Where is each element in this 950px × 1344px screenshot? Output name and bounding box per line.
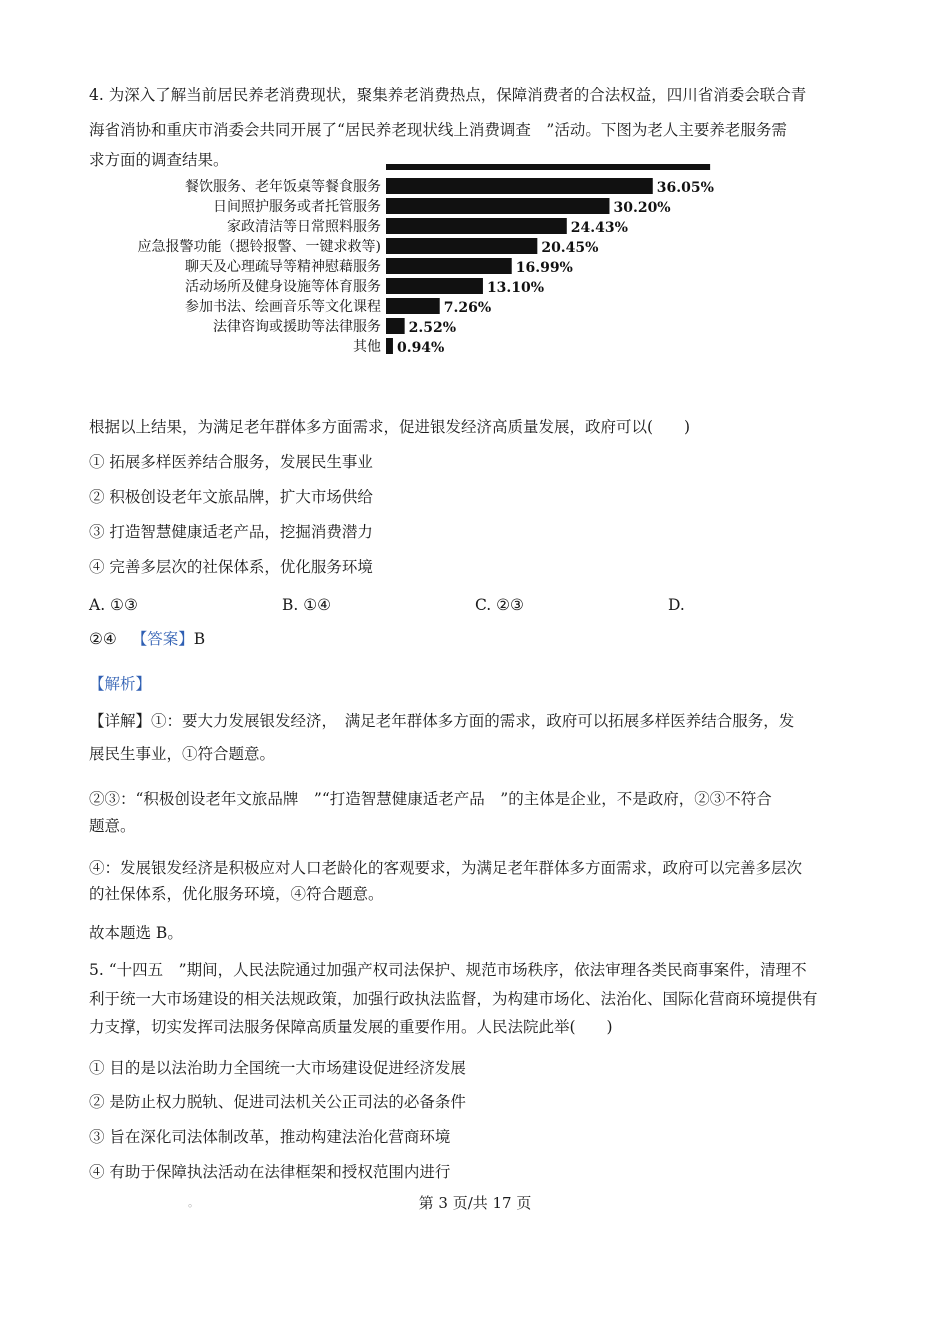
q4-stem-line-1: 4. 为深入了解当前居民养老消费现状，聚集养老消费热点，保障消费者的合法权益，四川省消委会联合青 xyxy=(89,86,807,104)
bar-2 xyxy=(386,218,567,234)
category-label-6: 参加书法、绘画音乐等文化课程 xyxy=(185,299,381,315)
bar-6 xyxy=(386,298,440,314)
analysis-line-6: 的社保体系，优化服务环境，④符合题意。 xyxy=(89,885,384,903)
category-label-0: 餐饮服务、老年饭桌等餐食服务 xyxy=(185,179,381,195)
category-label-1: 日间照护服务或者托管服务 xyxy=(213,199,381,215)
value-label-8: 0.94% xyxy=(396,340,445,356)
bar-7 xyxy=(386,318,405,334)
bar-0 xyxy=(386,178,653,194)
value-label-2: 24.43% xyxy=(570,220,628,236)
category-label-7: 法律咨询或援助等法律服务 xyxy=(213,319,381,335)
q4-statement-1: ① 拓展多样医养结合服务，发展民生事业 xyxy=(89,453,373,471)
q4-option-c: C. ②③ xyxy=(475,596,524,614)
q5-statement-1: ① 目的是以法治助力全国统一大市场建设促进经济发展 xyxy=(89,1059,466,1077)
q4-statement-3: ③ 打造智慧健康适老产品，挖掘消费潜力 xyxy=(89,523,373,541)
analysis-line-3: ②③：“积极创设老年文旅品牌 ”“打造智慧健康适老产品 ”的主体是企业，不是政府，②③不符合 xyxy=(89,790,772,808)
analysis-line-1: 【详解】①：要大力发展银发经济， 满足老年群体多方面的需求，政府可以拓展多样医养结合服务，发 xyxy=(89,712,795,730)
analysis-conclusion: 故本题选 B。 xyxy=(89,924,183,942)
category-label-3: 应急报警功能（摁铃报警、一键求救等) xyxy=(137,239,381,255)
q4-answer-row xyxy=(89,628,205,650)
bar-partial-top xyxy=(386,164,710,170)
q4-option-a: A. ①③ xyxy=(89,596,138,614)
q4-option-d: D. xyxy=(668,596,685,614)
category-label-4: 聊天及心理疏导等精神慰藉服务 xyxy=(185,259,381,275)
category-label-2: 家政清洁等日常照料服务 xyxy=(227,219,381,235)
page-footer xyxy=(0,1192,950,1213)
answer-label: 【答案】 xyxy=(131,630,194,648)
answer-value: B xyxy=(193,630,206,648)
q5-statement-4: ④ 有助于保障执法活动在法律框架和授权范围内进行 xyxy=(89,1163,451,1181)
q5-statement-2: ② 是防止权力脱轨、促进司法机关公正司法的必备条件 xyxy=(89,1093,466,1111)
analysis-label: 【解析】 xyxy=(89,675,152,693)
value-label-6: 7.26% xyxy=(443,300,492,316)
q5-statement-3: ③ 旨在深化司法体制改革，推动构建法治化营商环境 xyxy=(89,1128,451,1146)
category-label-5: 活动场所及健身设施等体育服务 xyxy=(185,279,381,295)
q4-option-d-tail: ②④ xyxy=(89,630,117,648)
page-number: 第 3 页/共 17 页 xyxy=(418,1194,532,1212)
value-label-7: 2.52% xyxy=(408,320,457,336)
bar-8 xyxy=(386,338,393,354)
bar-1 xyxy=(386,198,609,214)
q5-stem-line-2: 利于统一大市场建设的相关法规政策，加强行政执法监督，为构建市场化、法治化、国际化营商环境提供有 xyxy=(89,990,818,1008)
category-label-8: 其他 xyxy=(353,339,381,355)
q4-statement-4: ④ 完善多层次的社保体系，优化服务环境 xyxy=(89,558,373,576)
value-label-3: 20.45% xyxy=(541,240,599,256)
q4-statement-2: ② 积极创设老年文旅品牌，扩大市场供给 xyxy=(89,488,373,506)
bar-3 xyxy=(386,238,537,254)
analysis-line-5: ④：发展银发经济是积极应对人口老龄化的客观要求，为满足老年群体多方面需求，政府可以完善多层次 xyxy=(89,859,803,877)
value-label-1: 30.20% xyxy=(613,200,671,216)
bar-4 xyxy=(386,258,512,274)
value-label-4: 16.99% xyxy=(515,260,573,276)
q5-stem-line-1: 5. “十四五 ”期间，人民法院通过加强产权司法保护、规范市场秩序，依法审理各类民商事案件，清理不 xyxy=(89,961,807,979)
q5-stem-line-3: 力支撑，切实发挥司法服务保障高质量发展的重要作用。人民法院此举( ) xyxy=(89,1018,613,1036)
footer-dot: 。 xyxy=(188,1196,199,1209)
value-label-0: 36.05% xyxy=(656,180,714,196)
q4-stem-line-2: 海省消协和重庆市消委会共同开展了“居民养老现状线上消费调查 ”活动。下图为老人主要养老服务需 xyxy=(89,121,787,139)
q4-question: 根据以上结果，为满足老年群体多方面需求，促进银发经济高质量发展，政府可以( ) xyxy=(89,418,691,436)
bar-5 xyxy=(386,278,483,294)
analysis-line-4: 题意。 xyxy=(89,817,136,835)
value-label-5: 13.10% xyxy=(486,280,545,296)
analysis-line-2: 展民生事业，①符合题意。 xyxy=(89,745,276,763)
survey-bar-chart xyxy=(0,164,950,364)
q4-option-b: B. ①④ xyxy=(282,596,332,614)
q4-stem-line-3: 求方面的调查结果。 xyxy=(89,151,229,169)
